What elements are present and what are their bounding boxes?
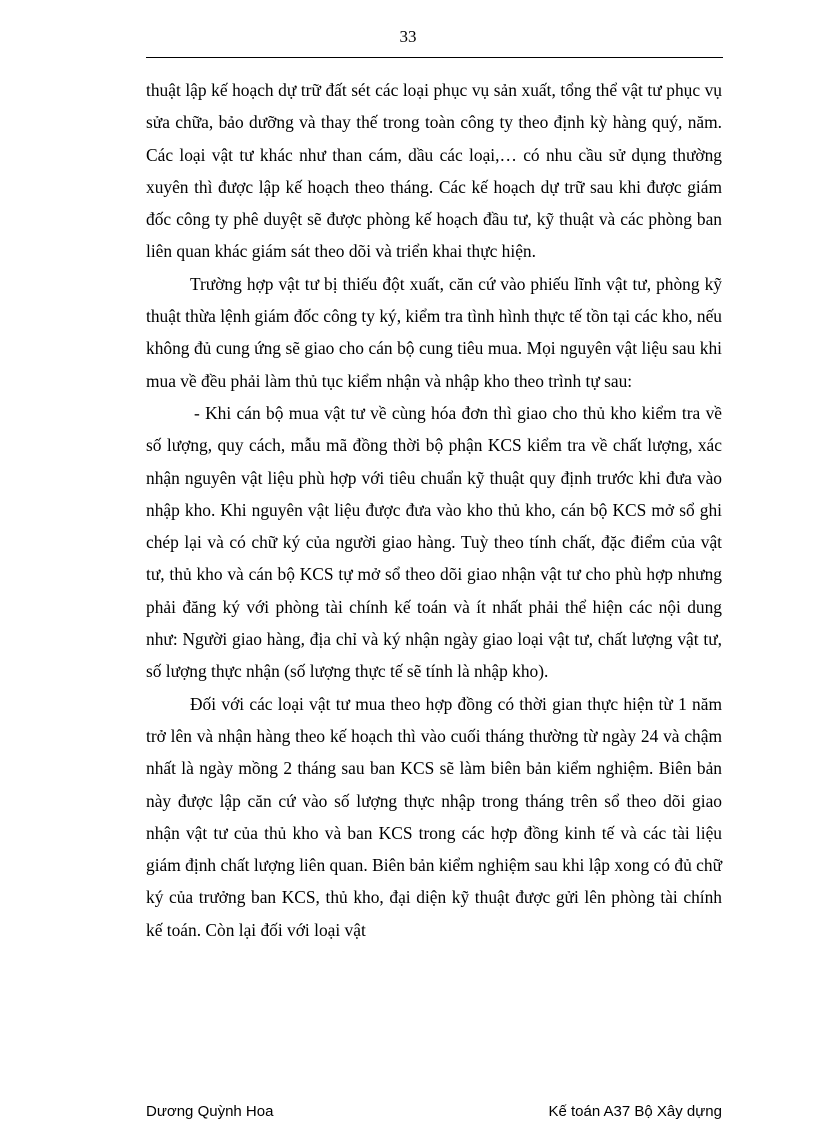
header-divider <box>146 57 723 58</box>
paragraph-receiving-procedure: - Khi cán bộ mua vật tư về cùng hóa đơn thì giao cho thủ kho kiểm tra về số lượng, quy cách, mẫu mã đồng thời bộ phận KCS kiểm tra về chất lượng, xác nhận nguyên vật liệu phù hợp với tiêu chuẩn kỹ thuật quy định trước khi đưa vào nhập kho. Khi nguyên vật liệu được đưa vào kho thủ kho, cán bộ KCS mở sổ ghi chép lại và có chữ ký của người giao hàng. Tuỳ theo tính chất, đặc điểm của vật tư, thủ kho và cán bộ KCS tự mở sổ theo dõi giao nhận vật tư cho phù hợp nhưng phải đăng ký với phòng tài chính kế toán và ít nhất phải thể hiện các nội dung như: Người giao hàng, địa chỉ và ký nhận ngày giao loại vật tư, chất lượng vật tư, số lượng thực nhận (số lượng thực tế sẽ tính là nhập kho). <box>146 402 722 682</box>
footer-class: Kế toán A37 Bộ Xây dựng <box>548 1103 722 1120</box>
paragraph-continuation: thuật lập kế hoạch dự trữ đất sét các loại phục vụ sản xuất, tổng thể vật tư phục vụ sửa chữa, bảo dưỡng và thay thế trong toàn công ty theo định kỳ hàng quý, năm. Các loại vật tư khác như than cám, dầu các loại,… có nhu cầu sử dụng thường xuyên thì được lập kế hoạch theo tháng. Các kế hoạch dự trữ sau khi được giám đốc công ty phê duyệt sẽ được phòng kế hoạch đầu tư, kỹ thuật và các phòng ban liên quan khác giám sát theo dõi và triển khai thực hiện. <box>146 80 722 262</box>
footer-author: Dương Quỳnh Hoa <box>146 1103 274 1120</box>
paragraph-contract-materials: Đối với các loại vật tư mua theo hợp đồng có thời gian thực hiện từ 1 năm trở lên và nhận hàng theo kế hoạch thì vào cuối tháng thường từ ngày 24 và chậm nhất là ngày mồng 2 tháng sau ban KCS sẽ làm biên bản kiểm nghiệm. Biên bản này được lập căn cứ vào số lượng thực nhập trong tháng trên sổ theo dõi giao nhận vật tư của thủ kho và ban KCS trong các hợp đồng kinh tế và các tài liệu giám định chất lượng liên quan. Biên bản kiểm nghiệm sau khi lập xong có đủ chữ ký của trưởng ban KCS, thủ kho, đại diện kỹ thuật được gửi lên phòng tài chính kế toán. Còn lại đối với loại vật <box>146 693 722 940</box>
page-number: 33 <box>399 27 417 46</box>
document-body <box>146 74 722 946</box>
paragraph-shortage-case: Trường hợp vật tư bị thiếu đột xuất, căn cứ vào phiếu lĩnh vật tư, phòng kỹ thuật thừa lệnh giám đốc công ty ký, kiểm tra tình hình thực tế tồn tại các kho, nếu không đủ cung ứng sẽ giao cho cán bộ cung tiêu mua. Mọi nguyên vật liệu sau khi mua về đều phải làm thủ tục kiểm nhận và nhập kho theo trình tự sau: <box>146 273 722 391</box>
